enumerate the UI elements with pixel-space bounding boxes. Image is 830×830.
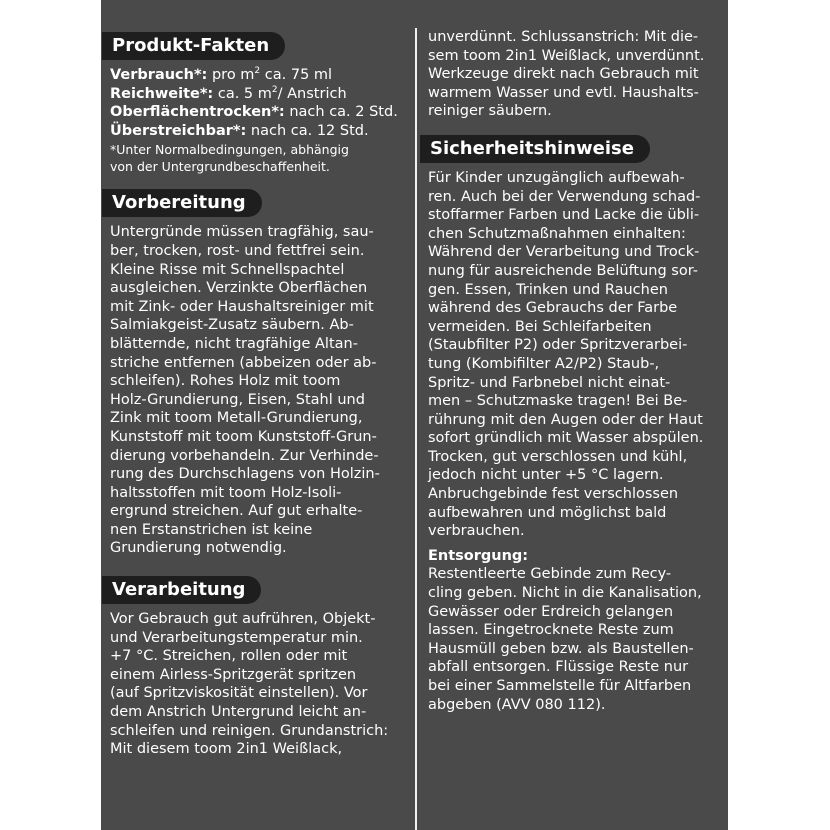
facts-footnote: *Unter Normalbedingungen, abhängig von der Untergrundbeschaffenheit. — [110, 142, 349, 175]
entsorgung-label: Entsorgung: — [428, 547, 529, 564]
fact-value: ca. 5 m — [213, 85, 272, 102]
fact-value: nach ca. 2 Std. — [284, 104, 398, 121]
verarbeitung-heading: Verarbeitung — [102, 576, 261, 604]
left-column — [110, 32, 410, 759]
verarbeitung-text: Vor Gebrauch gut aufrühren, Objekt- und Verarbeitungstemperatur min. +7 °C. Streichen, rollen oder mit einem Airless-Spritzgerät spritzen (auf Spritzviskosität einstellen). Vor dem Anstrich Untergrund leicht an- schleifen und reinigen. Grundanstrich: Mit diesem toom 2in1 Weißlack, — [110, 611, 389, 758]
fact-ueberstreichbar — [110, 122, 410, 141]
right-column — [428, 28, 718, 714]
fact-value-post: ca. 75 ml — [260, 67, 333, 83]
fact-label: Verbrauch*: — [110, 67, 208, 83]
product-facts — [110, 66, 410, 175]
produkt-fakten-heading: Produkt-Fakten — [102, 32, 285, 60]
column-divider — [415, 28, 417, 830]
vorbereitung-text: Untergründe müssen tragfähig, sau- ber, trocken, rost- und fettfrei sein. Kleine Risse mit Schnellspachtel ausgleichen. Verzinkte Oberflächen mit Zink- oder Haushaltsreiniger mit Salmiakgeist-Zusatz säubern. Ab- blätternde, nicht tragfähige Altan- striche entfernen (abbeizen oder ab- schleifen). Rohes Holz mit toom Holz-Grundierung, Eisen, Stahl und Zink mit toom Metall-Grundierung, Kunststoff mit toom Kunststoff-Grun- dierung vorbehandeln. Zur Verhinde- rung des Durchschlagens von Holzin- haltsstoffen mit toom Holz-Isoli- ergrund streichen. Auf gut erhalte- nen Erstanstrichen ist keine Grundierung notwendig. — [110, 224, 380, 557]
sicherheitshinweise-text: Für Kinder unzugänglich aufbewah- ren. Auch bei der Verwendung schad- stoffarmer Farben und Lacke die übli- chen Schutzmaßnahmen einhalten: Während der Verarbeitung und Trock- nung für ausreichende Belüftung sor- gen. Essen, Trinken und Rauchen während des Gebrauchs der Farbe vermeiden. Bei Schleifarbeiten (Staubfilter P2) oder Spritzverarbei- tung (Kombifilter A2/P2) Staub-, Spritz- und Farbnebel nicht einat- men – Schutzmaske tragen! Bei Be- rührung mit den Augen oder der Haut sofort gründlich mit Wasser abspülen. Trocken, gut verschlossen und kühl, jedoch nicht unter +5 °C lagern. Anbruchgebinde fest verschlossen aufbewahren und möglichst bald verbrauchen. — [428, 169, 704, 540]
fact-value: pro m — [207, 67, 255, 83]
sicherheitshinweise-heading: Sicherheitshinweise — [420, 135, 650, 163]
fact-label: Überstreichbar*: — [110, 122, 247, 139]
fact-label: Reichweite*: — [110, 85, 214, 102]
fact-value-post: / Anstrich — [277, 85, 347, 102]
verarbeitung-continued-text: unverdünnt. Schlussanstrich: Mit die- sem toom 2in1 Weißlack, unverdünnt. Werkzeuge direkt nach Gebrauch mit warmem Wasser und evtl. Haushalts- reiniger säubern. — [428, 29, 705, 120]
fact-reichweite — [110, 85, 410, 104]
vorbereitung-heading: Vorbereitung — [102, 189, 262, 217]
fact-verbrauch — [110, 66, 410, 85]
fact-unit-sup: 2 — [271, 84, 278, 95]
fact-label: Oberflächentrocken*: — [110, 104, 285, 121]
fact-unit-sup: 2 — [254, 66, 261, 77]
entsorgung-text: Restentleerte Gebinde zum Recy- cling geben. Nicht in die Kanalisation, Gewässer oder Erdreich gelangen lassen. Eingetrocknete Reste zum Hausmüll geben bzw. als Baustellen- abfall entsorgen. Flüssige Reste nur bei einer Sammelstelle für Altfarben abgeben (AVV 080 112). — [428, 566, 702, 713]
fact-value: nach ca. 12 Std. — [246, 122, 369, 139]
fact-oberflaechentrocken — [110, 103, 410, 122]
